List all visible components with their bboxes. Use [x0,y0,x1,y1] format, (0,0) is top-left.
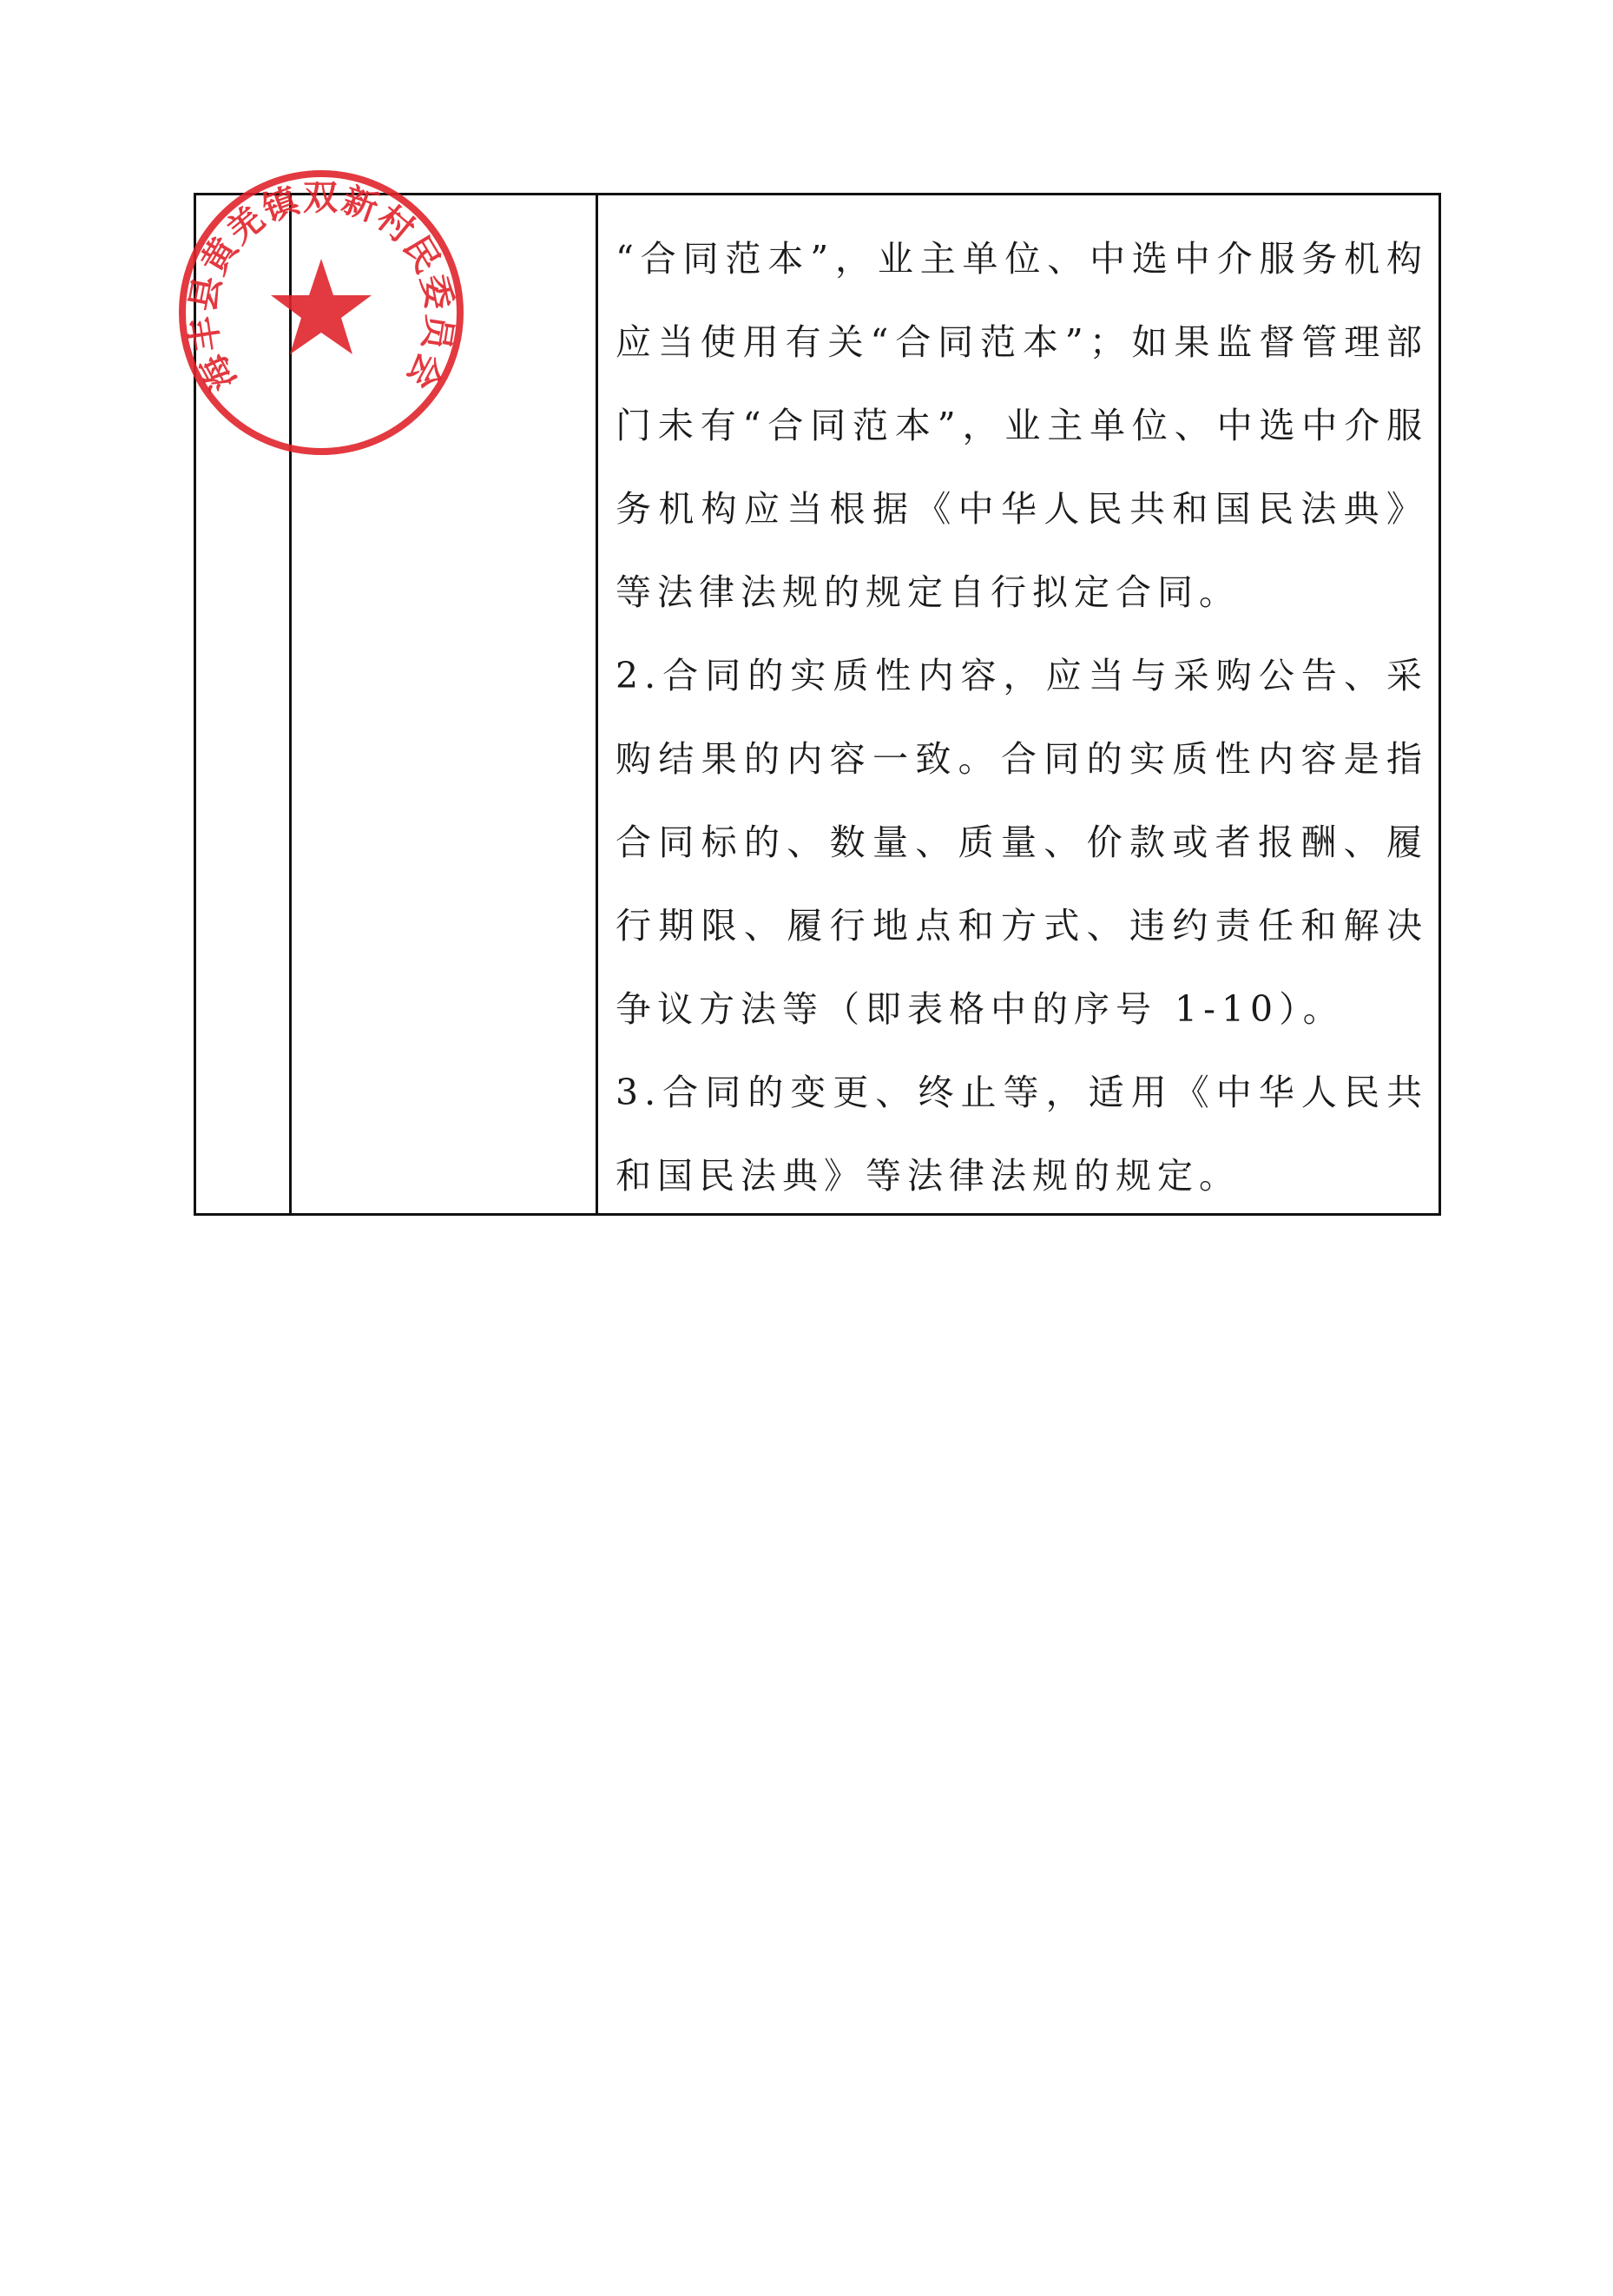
table-column-index [196,195,292,1213]
document-table [194,193,1441,1216]
content-paragraph-2: 2.合同的实质性内容，应当与采购公告、采购结果的内容一致。合同的实质性内容是指合同标的、数量、质量、价款或者报酬、履行期限、履行地点和方式、违约责任和解决争议方法等（即表格中的序号 1-10）。 [616,655,1428,1030]
seal-text: 海丰县黄羌镇双新村民委员会 [182,178,460,398]
content-paragraph-3: 3.合同的变更、终止等，适用《中华人民共和国民法典》等法律法规的规定。 [616,1072,1428,1197]
table-column-content [598,195,1439,1213]
content-paragraph-1: “合同范本”，业主单位、中选中介服务机构应当使用有关“合同范本”；如果监督管理部门未有“合同范本”，业主单位、中选中介服务机构应当根据《中华人民共和国民法典》等法律法规的规定自行拟定合同。 [616,238,1428,613]
table-column-item [292,195,598,1213]
